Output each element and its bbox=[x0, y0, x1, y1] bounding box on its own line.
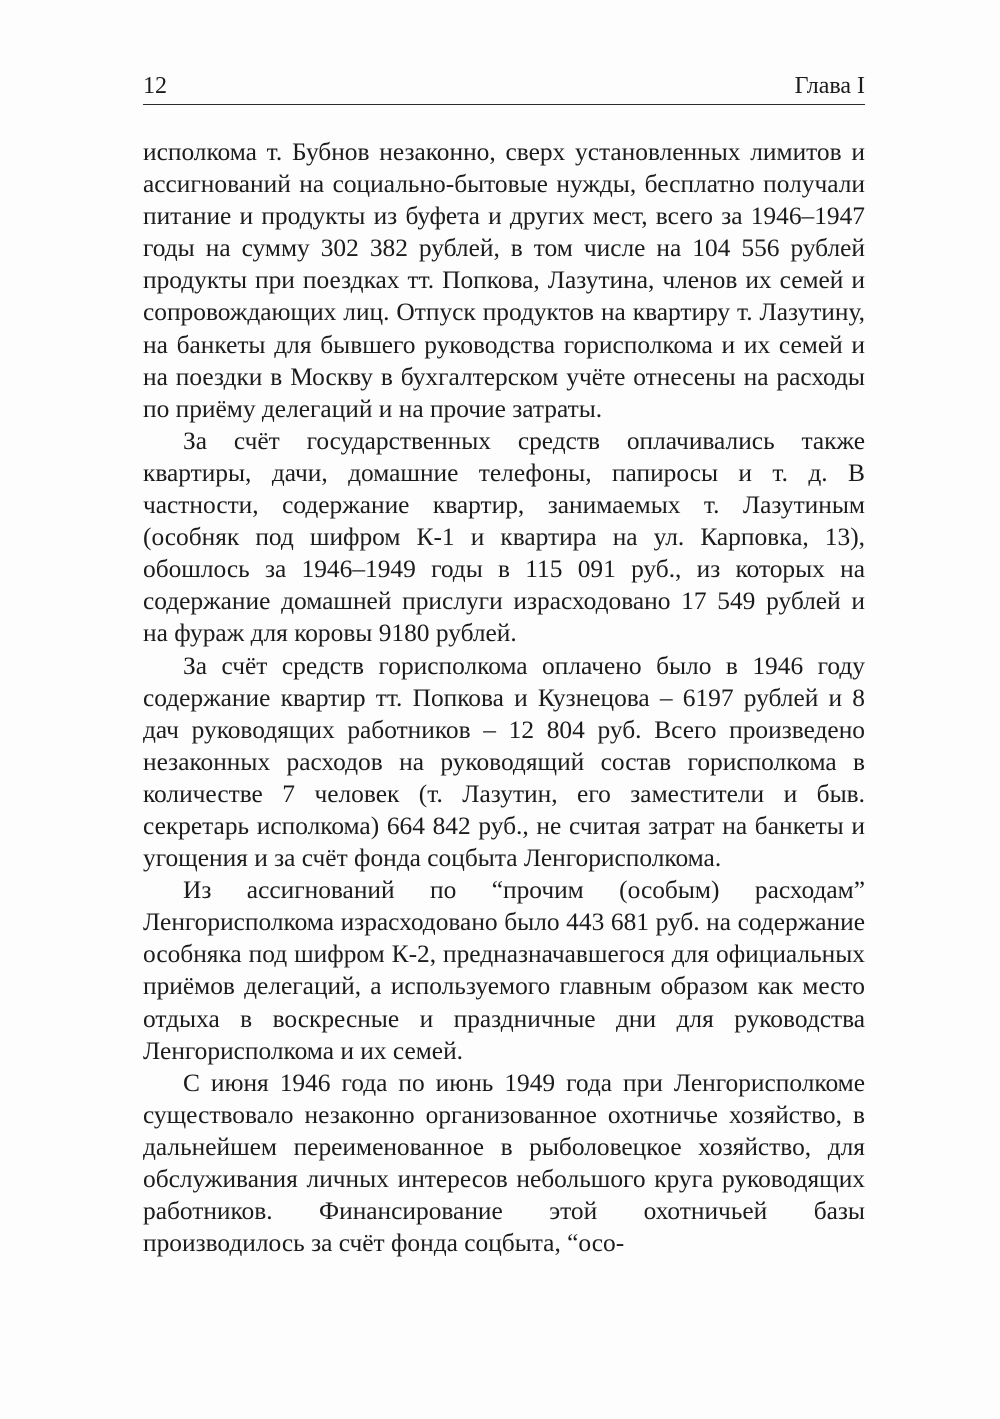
chapter-title: Глава I bbox=[794, 73, 865, 99]
paragraph: За счёт государственных средств оплачивались также квартиры, дачи, домашние телефоны, папиросы и т. д. В частности, содержание квартир, занимаемых т. Лазутиным (особняк под шифром К-1 и квартира на ул. Карповка, 13), обошлось за 1946–1949 годы в 115 091 руб., из которых на содержание домашней прислуги израсходовано 17 549 рублей и на фураж для коровы 9180 рублей. bbox=[143, 426, 865, 648]
paragraph: С июня 1946 года по июнь 1949 года при Ленгорисполкоме существовало незаконно организованное охотничье хозяйство, в дальнейшем переименованное в рыболовецкое хозяйство, для обслуживания личных интересов небольшого круга руководящих работников. Финансирование этой охотничьей базы производилось за счёт фонда соцбыта, “осо- bbox=[143, 1068, 865, 1258]
running-header bbox=[143, 72, 865, 105]
paragraph: Из ассигнований по “прочим (особым) расходам” Ленгорисполкома израсходовано было 443 681 руб. на содержание особняка под шифром К-2, предназначавшегося для официальных приёмов делегаций, а используемого главным образом как место отдыха в воскресные и праздничные дни для руководства Ленгорисполкома и их семей. bbox=[143, 876, 865, 1065]
paragraph: За счёт средств горисполкома оплачено было в 1946 году содержание квартир тт. Попкова и Кузнецова – 6197 рублей и 8 дач руководящих работников – 12 804 руб. Всего произведено незаконных расходов на руководящий состав горисполкома в количестве 7 человек (т. Лазутин, его заместители и быв. секретарь исполкома) 664 842 руб., не считая затрат на банкеты и угощения и за счёт фонда соцбыта Ленгорисполкома. bbox=[143, 651, 865, 873]
page-number: 12 bbox=[143, 73, 167, 99]
body-text bbox=[143, 136, 865, 1259]
paragraph-continued: исполкома т. Бубнов незаконно, сверх установленных лимитов и ассигнований на социально-бытовые нужды, бесплатно получали питание и продукты из буфета и других мест, всего за 1946–1947 годы на сумму 302 382 рублей, в том числе на 104 556 рублей продукты при поездках тт. Попкова, Лазутина, членов их семей и сопровождающих лиц. Отпуск продуктов на квартиру т. Лазутину, на банкеты для бывшего руководства горисполкома и их семей и на поездки в Москву в бухгалтерском учёте отнесены на расходы по приёму делегаций и на прочие затраты. bbox=[143, 138, 865, 423]
